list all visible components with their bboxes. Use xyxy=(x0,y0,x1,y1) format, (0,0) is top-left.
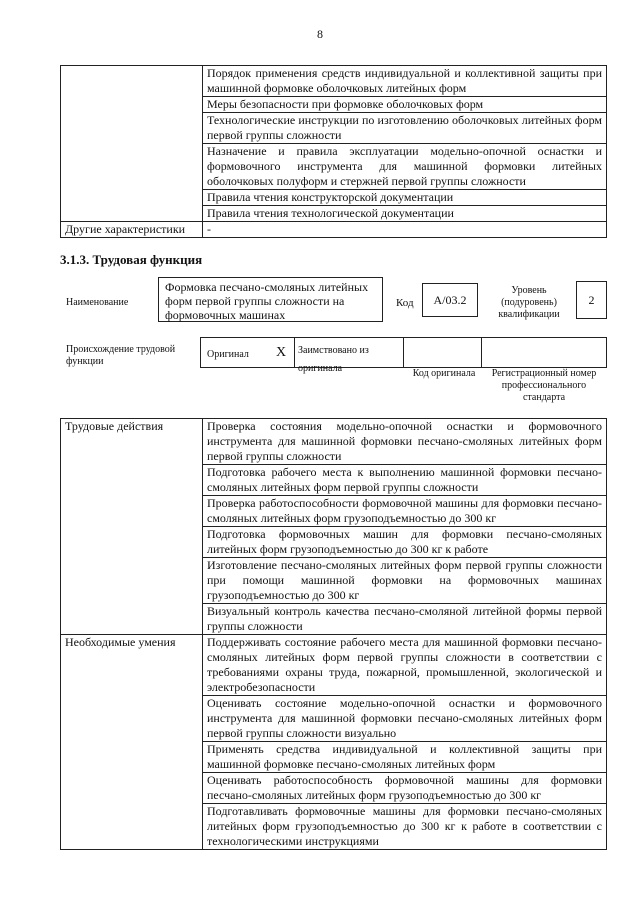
list-item: Технологические инструкции по изготовлению оболочковых литейных форм первой группы сложности xyxy=(203,113,607,144)
labor-action-item: Визуальный контроль качества песчано-смоляной литейной формы первой группы сложности xyxy=(203,604,607,635)
labor-actions-label: Трудовые действия xyxy=(61,419,203,635)
level-value: 2 xyxy=(576,281,607,319)
labor-action-item: Изготовление песчано-смоляных литейных форм первой группы сложности при помощи машинной формовки на формовочных машинах грузоподъемностью до 300 кг xyxy=(203,558,607,604)
code-label: Код xyxy=(396,297,414,309)
skill-item: Применять средства индивидуальной и коллективной защиты при машинной формовке песчано-смоляных литейных форм xyxy=(203,742,607,773)
original-code-cell xyxy=(403,337,482,368)
other-characteristics-label: Другие характеристики xyxy=(61,222,203,238)
code-value: A/03.2 xyxy=(422,283,478,317)
empty-label-cell xyxy=(61,66,203,222)
name-value: Формовка песчано-смоляных литейных форм первой группы сложности на формовочных машинах xyxy=(158,277,383,322)
original-label: Оригинал xyxy=(207,349,249,360)
original-code-caption: Код оригинала xyxy=(412,368,476,379)
skill-item: Подготавливать формовочные машины для формовки песчано-смоляных литейных форм грузоподъемностью до 300 кг к работе в соответствии с технологическими инструкциями xyxy=(203,804,607,850)
table-row xyxy=(61,419,607,465)
labor-action-item: Подготовка формовочных машин для формовки песчано-смоляных литейных форм грузоподъемностью до 300 кг к работе xyxy=(203,527,607,558)
other-characteristics-value: - xyxy=(203,222,607,238)
list-item: Меры безопасности при формовке оболочковых форм xyxy=(203,97,607,113)
section-title: 3.1.3. Трудовая функция xyxy=(60,252,203,267)
list-item: Порядок применения средств индивидуальной и коллективной защиты при машинной формовке оболочковых литейных форм xyxy=(203,66,607,97)
skill-item: Оценивать работоспособность формовочной машины для формовки песчано-смоляных литейных форм грузоподъемностью до 300 кг xyxy=(203,773,607,804)
name-label: Наименование xyxy=(66,297,129,308)
origin-label: Происхождение трудовой функции xyxy=(66,344,176,367)
list-item: Правила чтения конструкторской документации xyxy=(203,190,607,206)
table-row xyxy=(61,222,607,238)
skill-item: Поддерживать состояние рабочего места для машинной формовки песчано-смоляных литейных форм первой группы сложности в соответствии с требованиями охраны труда, пожарной, промышленной, экологической и электробезопасности xyxy=(203,635,607,696)
labor-action-item: Проверка состояния модельно-опочной оснастки и формовочного инструмента для машинной формовки песчано-смоляных литейных форм первой группы сложности xyxy=(203,419,607,465)
page-number: 8 xyxy=(317,27,323,41)
original-mark: X xyxy=(276,345,287,360)
borrowed-cell xyxy=(294,337,404,374)
labor-action-item: Подготовка рабочего места к выполнению машинной формовки песчано-смоляных литейных форм первой группы сложности xyxy=(203,465,607,496)
registration-number-cell xyxy=(481,337,607,368)
borrowed-label: Заимствовано из оригинала xyxy=(298,345,369,374)
original-cell xyxy=(200,337,295,368)
skill-item: Оценивать состояние модельно-опочной оснастки и формовочного инструмента для машинной формовки песчано-смоляных литейных форм первой группы сложности визуально xyxy=(203,696,607,742)
list-item: Назначение и правила эксплуатации модельно-опочной оснастки и формовочного инструмента для машинной формовки литейных оболочковых полуформ и стержней первой группы сложности xyxy=(203,144,607,190)
list-item: Правила чтения технологической документации xyxy=(203,206,607,222)
skills-label: Необходимые умения xyxy=(61,635,203,850)
table-row xyxy=(61,66,607,97)
labor-function-table xyxy=(60,418,607,850)
table-row xyxy=(61,635,607,696)
labor-action-item: Проверка работоспособности формовочной машины для формовки песчано-смоляных литейных форм грузоподъемностью до 300 кг xyxy=(203,496,607,527)
knowledge-table xyxy=(60,65,607,238)
registration-number-caption: Регистрационный номер профессионального стандарта xyxy=(491,368,597,403)
level-label: Уровень (подуровень) квалификации xyxy=(498,285,560,320)
